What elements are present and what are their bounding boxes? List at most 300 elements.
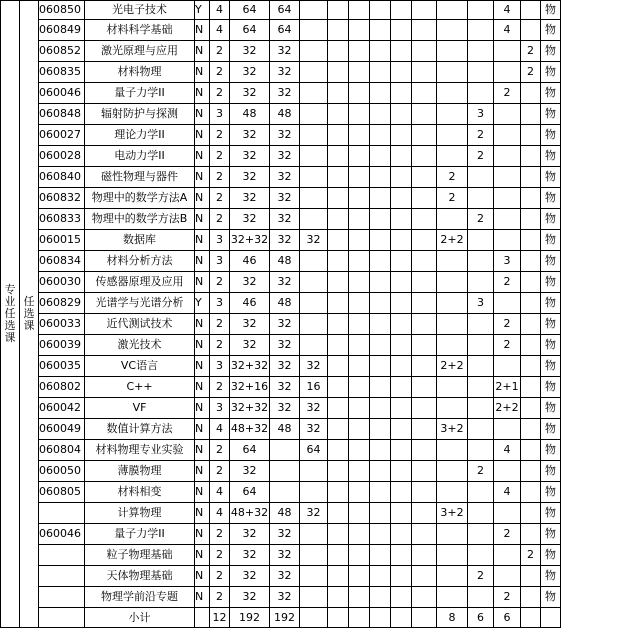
semester-8-hours: 2 (494, 314, 521, 335)
lecture-hours: 32 (270, 335, 300, 356)
total-hours: 32 (230, 335, 270, 356)
semester-2-hours (349, 419, 370, 440)
semester-5-hours (412, 419, 437, 440)
total-hours: 48+32 (230, 419, 270, 440)
semester-6-hours: 2+2 (437, 356, 468, 377)
semester-6-hours (437, 104, 468, 125)
semester-5-hours (412, 41, 437, 62)
category-inner-cell (20, 1, 39, 628)
table-row (1, 398, 580, 419)
semester-9-hours: 2 (521, 545, 541, 566)
semester-2-hours (349, 524, 370, 545)
subtotal-exam (195, 608, 210, 628)
semester-4-hours (391, 356, 412, 377)
lecture-hours: 64 (270, 20, 300, 41)
subtotal-semester-6: 8 (437, 608, 468, 628)
lecture-hours: 32 (270, 83, 300, 104)
subtotal-semester-1 (328, 608, 349, 628)
semester-4-hours (391, 293, 412, 314)
total-hours: 32 (230, 524, 270, 545)
semester-2-hours (349, 230, 370, 251)
credits: 2 (210, 167, 230, 188)
lecture-hours: 32 (270, 272, 300, 293)
semester-6-hours (437, 62, 468, 83)
semester-4-hours (391, 1, 412, 20)
exam-flag: N (195, 587, 210, 608)
semester-5-hours (412, 377, 437, 398)
semester-2-hours (349, 482, 370, 503)
course-code: 060042 (39, 398, 85, 419)
department: 物 (541, 419, 561, 440)
semester-8-hours: 2+1 (494, 377, 521, 398)
semester-1-hours (328, 503, 349, 524)
table-row (1, 335, 580, 356)
table-row (1, 482, 580, 503)
semester-3-hours (370, 587, 391, 608)
semester-3-hours (370, 188, 391, 209)
semester-9-hours (521, 482, 541, 503)
semester-6-hours (437, 524, 468, 545)
semester-7-hours (468, 83, 494, 104)
semester-9-hours (521, 524, 541, 545)
course-name: 量子力学II (85, 83, 195, 104)
credits: 2 (210, 566, 230, 587)
semester-7-hours: 3 (468, 293, 494, 314)
total-hours: 32 (230, 272, 270, 293)
semester-1-hours (328, 188, 349, 209)
course-code (39, 545, 85, 566)
exam-flag: Y (195, 293, 210, 314)
course-name: 物理学前沿专题 (85, 587, 195, 608)
course-code: 060050 (39, 461, 85, 482)
credits: 4 (210, 503, 230, 524)
table-row (1, 62, 580, 83)
lab-hours (300, 104, 328, 125)
credits: 3 (210, 398, 230, 419)
semester-8-hours (494, 209, 521, 230)
semester-7-hours (468, 482, 494, 503)
semester-2-hours (349, 125, 370, 146)
semester-3-hours (370, 545, 391, 566)
lab-hours (300, 566, 328, 587)
semester-2-hours (349, 545, 370, 566)
exam-flag: N (195, 545, 210, 566)
lecture-hours: 64 (270, 1, 300, 20)
semester-5-hours (412, 188, 437, 209)
total-hours: 32 (230, 566, 270, 587)
semester-6-hours (437, 20, 468, 41)
semester-4-hours (391, 62, 412, 83)
semester-9-hours (521, 104, 541, 125)
department: 物 (541, 461, 561, 482)
semester-6-hours (437, 545, 468, 566)
course-code: 060850 (39, 1, 85, 20)
semester-9-hours: 2 (521, 41, 541, 62)
lecture-hours: 32 (270, 524, 300, 545)
exam-flag: N (195, 398, 210, 419)
course-name: 激光技术 (85, 335, 195, 356)
semester-9-hours (521, 566, 541, 587)
lab-hours (300, 20, 328, 41)
semester-3-hours (370, 1, 391, 20)
exam-flag: N (195, 188, 210, 209)
semester-7-hours (468, 377, 494, 398)
course-code: 060805 (39, 482, 85, 503)
exam-flag: N (195, 503, 210, 524)
department: 物 (541, 41, 561, 62)
total-hours: 32 (230, 188, 270, 209)
course-name: 材料相变 (85, 482, 195, 503)
table-row (1, 356, 580, 377)
department: 物 (541, 440, 561, 461)
department: 物 (541, 545, 561, 566)
semester-2-hours (349, 104, 370, 125)
credits: 2 (210, 209, 230, 230)
table-row (1, 41, 580, 62)
semester-8-hours (494, 545, 521, 566)
semester-6-hours (437, 125, 468, 146)
semester-2-hours (349, 566, 370, 587)
department: 物 (541, 398, 561, 419)
semester-1-hours (328, 545, 349, 566)
semester-3-hours (370, 41, 391, 62)
course-name: 磁性物理与器件 (85, 167, 195, 188)
lecture-hours (270, 482, 300, 503)
semester-5-hours (412, 503, 437, 524)
semester-8-hours: 4 (494, 1, 521, 20)
course-code: 060852 (39, 41, 85, 62)
lab-hours (300, 335, 328, 356)
lab-hours (300, 272, 328, 293)
credits: 2 (210, 41, 230, 62)
semester-9-hours (521, 1, 541, 20)
semester-3-hours (370, 314, 391, 335)
course-code: 060834 (39, 251, 85, 272)
semester-3-hours (370, 419, 391, 440)
semester-5-hours (412, 62, 437, 83)
subtotal-semester-2 (349, 608, 370, 628)
semester-7-hours: 2 (468, 461, 494, 482)
course-code: 060046 (39, 524, 85, 545)
table-row (1, 272, 580, 293)
course-name: 材料物理专业实验 (85, 440, 195, 461)
lab-hours (300, 482, 328, 503)
semester-1-hours (328, 440, 349, 461)
semester-1-hours (328, 293, 349, 314)
department: 物 (541, 293, 561, 314)
semester-3-hours (370, 377, 391, 398)
exam-flag: N (195, 83, 210, 104)
semester-1-hours (328, 524, 349, 545)
semester-5-hours (412, 335, 437, 356)
semester-2-hours (349, 293, 370, 314)
credits: 2 (210, 524, 230, 545)
semester-4-hours (391, 524, 412, 545)
subtotal-semester-7: 6 (468, 608, 494, 628)
semester-3-hours (370, 335, 391, 356)
total-hours: 46 (230, 293, 270, 314)
lab-hours: 32 (300, 356, 328, 377)
semester-3-hours (370, 20, 391, 41)
exam-flag: N (195, 146, 210, 167)
semester-8-hours (494, 419, 521, 440)
lab-hours: 32 (300, 503, 328, 524)
total-hours: 32+32 (230, 356, 270, 377)
lecture-hours: 32 (270, 188, 300, 209)
course-name: 材料科学基础 (85, 20, 195, 41)
semester-7-hours: 2 (468, 146, 494, 167)
semester-7-hours (468, 356, 494, 377)
semester-5-hours (412, 1, 437, 20)
semester-6-hours (437, 335, 468, 356)
lecture-hours: 32 (270, 167, 300, 188)
semester-5-hours (412, 398, 437, 419)
semester-7-hours (468, 62, 494, 83)
semester-4-hours (391, 251, 412, 272)
table-row (1, 461, 580, 482)
semester-4-hours (391, 104, 412, 125)
semester-8-hours (494, 461, 521, 482)
semester-1-hours (328, 377, 349, 398)
semester-2-hours (349, 587, 370, 608)
semester-2-hours (349, 209, 370, 230)
course-name: 激光原理与应用 (85, 41, 195, 62)
course-code: 060030 (39, 272, 85, 293)
course-name: 材料物理 (85, 62, 195, 83)
credits: 2 (210, 83, 230, 104)
semester-9-hours (521, 503, 541, 524)
department: 物 (541, 587, 561, 608)
exam-flag: N (195, 41, 210, 62)
course-name: 天体物理基础 (85, 566, 195, 587)
department: 物 (541, 62, 561, 83)
semester-6-hours (437, 146, 468, 167)
semester-7-hours (468, 167, 494, 188)
semester-2-hours (349, 356, 370, 377)
credits: 2 (210, 125, 230, 146)
semester-7-hours: 2 (468, 566, 494, 587)
total-hours: 32+32 (230, 398, 270, 419)
total-hours: 32 (230, 314, 270, 335)
semester-6-hours: 3+2 (437, 503, 468, 524)
department: 物 (541, 251, 561, 272)
department: 物 (541, 503, 561, 524)
credits: 2 (210, 62, 230, 83)
category-outer-cell (1, 1, 20, 628)
semester-5-hours (412, 209, 437, 230)
semester-1-hours (328, 335, 349, 356)
subtotal-semester-4 (391, 608, 412, 628)
department: 物 (541, 125, 561, 146)
table-row (1, 104, 580, 125)
semester-9-hours (521, 272, 541, 293)
semester-5-hours (412, 314, 437, 335)
table-row (1, 20, 580, 41)
course-code: 060028 (39, 146, 85, 167)
course-name: 粒子物理基础 (85, 545, 195, 566)
credits: 4 (210, 20, 230, 41)
semester-3-hours (370, 461, 391, 482)
semester-9-hours (521, 377, 541, 398)
department: 物 (541, 1, 561, 20)
total-hours: 32 (230, 62, 270, 83)
semester-6-hours (437, 314, 468, 335)
semester-6-hours: 2 (437, 167, 468, 188)
lecture-hours: 32 (270, 146, 300, 167)
semester-5-hours (412, 356, 437, 377)
table-row (1, 587, 580, 608)
credits: 4 (210, 482, 230, 503)
exam-flag: N (195, 104, 210, 125)
semester-1-hours (328, 41, 349, 62)
semester-9-hours: 2 (521, 62, 541, 83)
semester-8-hours (494, 104, 521, 125)
semester-5-hours (412, 440, 437, 461)
subtotal-hours: 192 (230, 608, 270, 628)
department: 物 (541, 335, 561, 356)
lecture-hours: 48 (270, 293, 300, 314)
semester-3-hours (370, 167, 391, 188)
semester-7-hours (468, 1, 494, 20)
semester-5-hours (412, 104, 437, 125)
semester-3-hours (370, 482, 391, 503)
total-hours: 32+16 (230, 377, 270, 398)
semester-4-hours (391, 398, 412, 419)
semester-6-hours (437, 251, 468, 272)
total-hours: 64 (230, 482, 270, 503)
semester-6-hours (437, 566, 468, 587)
lecture-hours: 32 (270, 587, 300, 608)
semester-2-hours (349, 335, 370, 356)
course-code: 060849 (39, 20, 85, 41)
semester-2-hours (349, 167, 370, 188)
lecture-hours: 32 (270, 566, 300, 587)
course-code: 060035 (39, 356, 85, 377)
table-row (1, 545, 580, 566)
semester-6-hours (437, 440, 468, 461)
semester-4-hours (391, 314, 412, 335)
credits: 2 (210, 587, 230, 608)
semester-1-hours (328, 251, 349, 272)
semester-3-hours (370, 104, 391, 125)
course-name: 电动力学II (85, 146, 195, 167)
semester-1-hours (328, 419, 349, 440)
course-code (39, 587, 85, 608)
course-code: 060832 (39, 188, 85, 209)
credits: 2 (210, 377, 230, 398)
semester-3-hours (370, 251, 391, 272)
table-row (1, 209, 580, 230)
course-code: 060033 (39, 314, 85, 335)
semester-2-hours (349, 1, 370, 20)
semester-4-hours (391, 83, 412, 104)
semester-5-hours (412, 482, 437, 503)
course-name: 数值计算方法 (85, 419, 195, 440)
semester-5-hours (412, 20, 437, 41)
semester-8-hours (494, 356, 521, 377)
semester-6-hours (437, 293, 468, 314)
semester-4-hours (391, 503, 412, 524)
semester-7-hours (468, 587, 494, 608)
semester-5-hours (412, 146, 437, 167)
course-code: 060015 (39, 230, 85, 251)
semester-7-hours (468, 335, 494, 356)
semester-1-hours (328, 461, 349, 482)
total-hours: 48 (230, 104, 270, 125)
semester-1-hours (328, 146, 349, 167)
semester-5-hours (412, 230, 437, 251)
semester-8-hours: 4 (494, 20, 521, 41)
exam-flag: N (195, 377, 210, 398)
total-hours: 32 (230, 209, 270, 230)
exam-flag: N (195, 125, 210, 146)
lecture-hours: 32 (270, 398, 300, 419)
semester-9-hours (521, 461, 541, 482)
credits: 4 (210, 419, 230, 440)
credits: 2 (210, 188, 230, 209)
semester-8-hours: 4 (494, 440, 521, 461)
credits: 2 (210, 440, 230, 461)
semester-8-hours: 2 (494, 83, 521, 104)
semester-3-hours (370, 293, 391, 314)
table-row (1, 230, 580, 251)
table-row (1, 419, 580, 440)
category-outer-label: 专业任选课 (4, 283, 16, 344)
lab-hours: 64 (300, 440, 328, 461)
semester-1-hours (328, 587, 349, 608)
semester-6-hours (437, 83, 468, 104)
exam-flag: N (195, 62, 210, 83)
department: 物 (541, 146, 561, 167)
exam-flag: N (195, 566, 210, 587)
semester-8-hours (494, 146, 521, 167)
semester-9-hours (521, 167, 541, 188)
subtotal-row (1, 608, 580, 628)
semester-4-hours (391, 587, 412, 608)
semester-9-hours (521, 146, 541, 167)
table-row (1, 167, 580, 188)
semester-4-hours (391, 440, 412, 461)
table-row (1, 566, 580, 587)
table-row (1, 1, 580, 20)
subtotal-semester-3 (370, 608, 391, 628)
semester-3-hours (370, 83, 391, 104)
lecture-hours: 32 (270, 41, 300, 62)
department: 物 (541, 566, 561, 587)
semester-6-hours: 2 (437, 188, 468, 209)
semester-8-hours: 2+2 (494, 398, 521, 419)
lab-hours (300, 209, 328, 230)
semester-2-hours (349, 41, 370, 62)
semester-4-hours (391, 377, 412, 398)
credits: 3 (210, 104, 230, 125)
course-name: C++ (85, 377, 195, 398)
lab-hours (300, 146, 328, 167)
exam-flag: N (195, 419, 210, 440)
exam-flag: N (195, 209, 210, 230)
semester-6-hours (437, 272, 468, 293)
course-code: 060840 (39, 167, 85, 188)
semester-6-hours (437, 587, 468, 608)
department: 物 (541, 83, 561, 104)
subtotal-semester-5 (412, 608, 437, 628)
semester-2-hours (349, 62, 370, 83)
lab-hours (300, 83, 328, 104)
semester-1-hours (328, 104, 349, 125)
table-row (1, 251, 580, 272)
semester-3-hours (370, 62, 391, 83)
exam-flag: N (195, 335, 210, 356)
